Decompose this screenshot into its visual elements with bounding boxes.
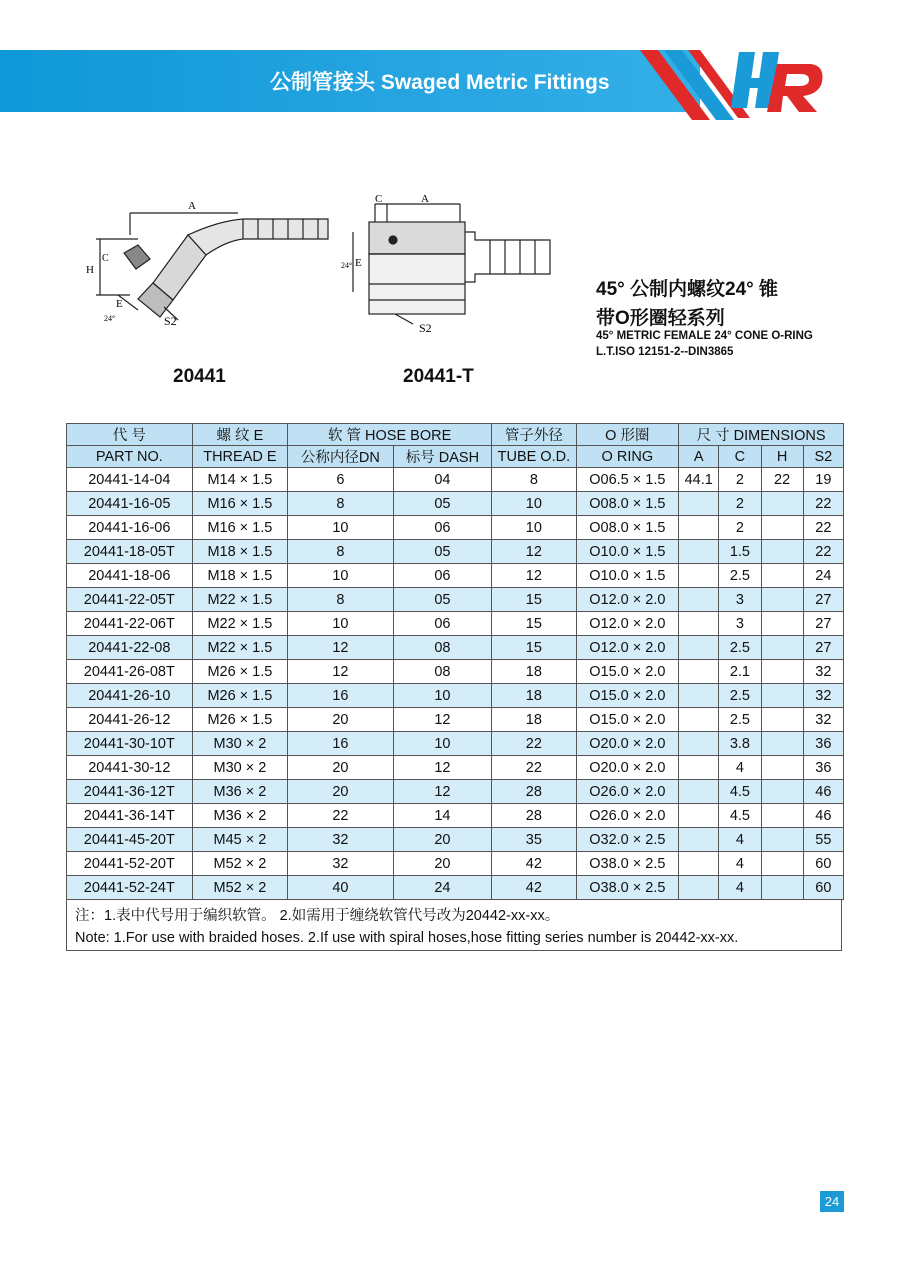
cell-h — [761, 588, 803, 612]
dim-h-label: H — [86, 264, 94, 276]
cell-part-no: 20441-30-10T — [67, 732, 193, 756]
cell-thread: M22 × 1.5 — [192, 636, 287, 660]
cell-s2: 36 — [803, 756, 843, 780]
cell-dash: 05 — [393, 492, 492, 516]
cell-thread: M18 × 1.5 — [192, 564, 287, 588]
cell-tube-od: 18 — [492, 684, 576, 708]
cell-thread: M22 × 1.5 — [192, 612, 287, 636]
cell-a — [679, 660, 719, 684]
cell-dash: 24 — [393, 876, 492, 900]
cell-c: 2.5 — [719, 636, 761, 660]
cell-dash: 05 — [393, 588, 492, 612]
cell-c: 3 — [719, 612, 761, 636]
cell-part-no: 20441-22-08 — [67, 636, 193, 660]
cell-thread: M18 × 1.5 — [192, 540, 287, 564]
dim-e-label: E — [116, 298, 123, 310]
cell-c: 2 — [719, 516, 761, 540]
cell-thread: M45 × 2 — [192, 828, 287, 852]
cell-thread: M16 × 1.5 — [192, 492, 287, 516]
cell-thread: M26 × 1.5 — [192, 684, 287, 708]
col-part-no: PART NO. — [67, 446, 193, 468]
cell-tube-od: 18 — [492, 708, 576, 732]
cell-s2: 32 — [803, 660, 843, 684]
cell-a — [679, 708, 719, 732]
cell-tube-od: 28 — [492, 804, 576, 828]
cell-thread: M52 × 2 — [192, 876, 287, 900]
cell-a — [679, 780, 719, 804]
cell-s2: 22 — [803, 540, 843, 564]
cell-dash: 10 — [393, 684, 492, 708]
cell-dn: 6 — [288, 468, 394, 492]
cell-h — [761, 876, 803, 900]
cell-s2: 32 — [803, 708, 843, 732]
cell-dn: 20 — [288, 780, 394, 804]
cell-tube-od: 22 — [492, 756, 576, 780]
cell-dn: 40 — [288, 876, 394, 900]
cell-h — [761, 804, 803, 828]
cell-o-ring: O10.0 × 1.5 — [576, 564, 679, 588]
dim-a-label-t: A — [421, 193, 429, 205]
cell-h: 22 — [761, 468, 803, 492]
cell-dash: 06 — [393, 564, 492, 588]
table-row — [67, 516, 844, 540]
cell-dash: 12 — [393, 708, 492, 732]
cell-dash: 12 — [393, 756, 492, 780]
table-row — [67, 636, 844, 660]
cell-h — [761, 516, 803, 540]
cell-part-no: 20441-26-08T — [67, 660, 193, 684]
table-row — [67, 684, 844, 708]
cell-o-ring: O06.5 × 1.5 — [576, 468, 679, 492]
cell-h — [761, 636, 803, 660]
cell-s2: 27 — [803, 588, 843, 612]
cell-thread: M26 × 1.5 — [192, 708, 287, 732]
cell-thread: M16 × 1.5 — [192, 516, 287, 540]
table-header-row-1 — [67, 424, 844, 446]
cell-part-no: 20441-26-12 — [67, 708, 193, 732]
cell-a — [679, 756, 719, 780]
col-tube-cn: 管子外径 — [492, 424, 576, 446]
cell-c: 2.5 — [719, 684, 761, 708]
cell-part-no: 20441-16-05 — [67, 492, 193, 516]
cell-tube-od: 12 — [492, 564, 576, 588]
cell-s2: 24 — [803, 564, 843, 588]
page-number: 24 — [820, 1191, 844, 1212]
table-row — [67, 732, 844, 756]
cell-part-no: 20441-36-14T — [67, 804, 193, 828]
dim-a-label: A — [188, 200, 196, 212]
cell-h — [761, 492, 803, 516]
product-title-cn-1: 45° 公制内螺纹24° 锥 — [596, 279, 779, 300]
cell-s2: 19 — [803, 468, 843, 492]
cell-dn: 10 — [288, 612, 394, 636]
notes-box — [66, 899, 842, 951]
cell-c: 4.5 — [719, 804, 761, 828]
cell-h — [761, 564, 803, 588]
cell-o-ring: O12.0 × 2.0 — [576, 636, 679, 660]
cell-tube-od: 15 — [492, 588, 576, 612]
cell-a — [679, 852, 719, 876]
cell-o-ring: O10.0 × 1.5 — [576, 540, 679, 564]
cell-tube-od: 42 — [492, 852, 576, 876]
cell-a — [679, 492, 719, 516]
cell-s2: 60 — [803, 876, 843, 900]
cell-part-no: 20441-30-12 — [67, 756, 193, 780]
table-header-row-2 — [67, 446, 844, 468]
cell-c: 2.1 — [719, 660, 761, 684]
note-cn: 注：1.表中代号用于编织软管。 2.如需用于缠绕软管代号改为20442-xx-xx。 — [75, 908, 560, 924]
cell-c: 4.5 — [719, 780, 761, 804]
cell-thread: M52 × 2 — [192, 852, 287, 876]
cell-dn: 8 — [288, 540, 394, 564]
cell-thread: M36 × 2 — [192, 804, 287, 828]
cell-thread: M26 × 1.5 — [192, 660, 287, 684]
cell-tube-od: 18 — [492, 660, 576, 684]
cell-dn: 20 — [288, 756, 394, 780]
dim-e-label-t: E — [355, 257, 362, 269]
cell-o-ring: O12.0 × 2.0 — [576, 612, 679, 636]
col-thread-e: THREAD E — [192, 446, 287, 468]
cell-c: 2.5 — [719, 564, 761, 588]
cell-o-ring: O15.0 × 2.0 — [576, 684, 679, 708]
cell-tube-od: 10 — [492, 516, 576, 540]
cell-a — [679, 684, 719, 708]
cell-a — [679, 540, 719, 564]
part-label-20441-t: 20441-T — [403, 366, 474, 387]
cell-c: 4 — [719, 876, 761, 900]
cell-c: 1.5 — [719, 540, 761, 564]
cell-thread: M14 × 1.5 — [192, 468, 287, 492]
col-h: H — [761, 446, 803, 468]
cell-tube-od: 42 — [492, 876, 576, 900]
cell-dn: 10 — [288, 564, 394, 588]
cell-s2: 60 — [803, 852, 843, 876]
cell-s2: 27 — [803, 636, 843, 660]
col-tube-od: TUBE O.D. — [492, 446, 576, 468]
cell-s2: 46 — [803, 780, 843, 804]
cell-part-no: 20441-22-06T — [67, 612, 193, 636]
spec-table-body — [67, 468, 844, 900]
cell-a — [679, 612, 719, 636]
cell-part-no: 20441-26-10 — [67, 684, 193, 708]
cell-thread: M22 × 1.5 — [192, 588, 287, 612]
drawing-20441-t — [335, 192, 560, 337]
col-c: C — [719, 446, 761, 468]
cell-h — [761, 660, 803, 684]
cell-tube-od: 15 — [492, 612, 576, 636]
cell-dn: 12 — [288, 660, 394, 684]
col-dash: 标号 DASH — [393, 446, 492, 468]
cell-a: 44.1 — [679, 468, 719, 492]
table-row — [67, 660, 844, 684]
cell-tube-od: 10 — [492, 492, 576, 516]
cell-tube-od: 28 — [492, 780, 576, 804]
cell-h — [761, 852, 803, 876]
cell-h — [761, 540, 803, 564]
col-thread-cn: 螺 纹 E — [192, 424, 287, 446]
cell-o-ring: O32.0 × 2.5 — [576, 828, 679, 852]
table-row — [67, 876, 844, 900]
table-row — [67, 804, 844, 828]
table-row — [67, 540, 844, 564]
cell-thread: M36 × 2 — [192, 780, 287, 804]
cell-dn: 16 — [288, 732, 394, 756]
cell-dash: 08 — [393, 660, 492, 684]
cell-dn: 20 — [288, 708, 394, 732]
cell-dash: 05 — [393, 540, 492, 564]
cell-a — [679, 516, 719, 540]
dim-s2-label-t: S2 — [419, 321, 432, 335]
cell-o-ring: O26.0 × 2.0 — [576, 804, 679, 828]
hr-logo — [725, 44, 830, 116]
cell-part-no: 20441-16-06 — [67, 516, 193, 540]
cell-tube-od: 8 — [492, 468, 576, 492]
cell-dn: 10 — [288, 516, 394, 540]
dim-c-label-t: C — [375, 193, 383, 205]
cell-dn: 12 — [288, 636, 394, 660]
cell-s2: 55 — [803, 828, 843, 852]
product-standard: L.T.ISO 12151-2--DIN3865 — [596, 346, 734, 358]
cell-o-ring: O20.0 × 2.0 — [576, 756, 679, 780]
table-row — [67, 612, 844, 636]
cell-a — [679, 804, 719, 828]
cell-h — [761, 612, 803, 636]
drawing-20441 — [78, 195, 338, 335]
cell-c: 3 — [719, 588, 761, 612]
cell-o-ring: O08.0 × 1.5 — [576, 516, 679, 540]
cell-o-ring: O15.0 × 2.0 — [576, 660, 679, 684]
cell-o-ring: O38.0 × 2.5 — [576, 852, 679, 876]
table-row — [67, 564, 844, 588]
cell-c: 3.8 — [719, 732, 761, 756]
cell-a — [679, 732, 719, 756]
dim-s2-label: S2 — [164, 314, 177, 328]
cell-thread: M30 × 2 — [192, 756, 287, 780]
cell-o-ring: O08.0 × 1.5 — [576, 492, 679, 516]
cell-part-no: 20441-52-20T — [67, 852, 193, 876]
part-label-20441: 20441 — [173, 366, 226, 387]
table-row — [67, 708, 844, 732]
cell-dn: 16 — [288, 684, 394, 708]
col-s2: S2 — [803, 446, 843, 468]
table-row — [67, 852, 844, 876]
cell-s2: 27 — [803, 612, 843, 636]
col-dimensions: 尺 寸 DIMENSIONS — [679, 424, 844, 446]
product-title-cn-2: 带O形圈轻系列 — [596, 308, 725, 329]
cell-tube-od: 12 — [492, 540, 576, 564]
cell-dash: 04 — [393, 468, 492, 492]
col-a: A — [679, 446, 719, 468]
cell-dash: 20 — [393, 852, 492, 876]
note-en: Note: 1.For use with braided hoses. 2.If use with spiral hoses,hose fitting series number is 20442-xx-xx. — [75, 930, 739, 946]
cell-dash: 20 — [393, 828, 492, 852]
spec-table — [66, 423, 844, 900]
cell-part-no: 20441-18-06 — [67, 564, 193, 588]
cell-h — [761, 780, 803, 804]
table-row — [67, 492, 844, 516]
cell-a — [679, 636, 719, 660]
cell-s2: 32 — [803, 684, 843, 708]
cell-dn: 8 — [288, 492, 394, 516]
cell-a — [679, 876, 719, 900]
cell-h — [761, 684, 803, 708]
col-part-cn: 代 号 — [67, 424, 193, 446]
product-title-en: 45° METRIC FEMALE 24° CONE O-RING — [596, 330, 813, 342]
cell-dash: 14 — [393, 804, 492, 828]
cell-dn: 32 — [288, 852, 394, 876]
header-banner — [0, 50, 700, 112]
cell-dash: 06 — [393, 516, 492, 540]
cell-c: 4 — [719, 828, 761, 852]
cell-s2: 46 — [803, 804, 843, 828]
table-row — [67, 468, 844, 492]
cell-a — [679, 828, 719, 852]
cell-s2: 22 — [803, 516, 843, 540]
cell-a — [679, 588, 719, 612]
cell-o-ring: O20.0 × 2.0 — [576, 732, 679, 756]
cell-h — [761, 828, 803, 852]
cell-part-no: 20441-36-12T — [67, 780, 193, 804]
cell-c: 2 — [719, 492, 761, 516]
cell-s2: 36 — [803, 732, 843, 756]
cell-part-no: 20441-52-24T — [67, 876, 193, 900]
dim-c-label: C — [102, 253, 109, 264]
col-oring-cn: O 形圈 — [576, 424, 679, 446]
cell-c: 4 — [719, 756, 761, 780]
cell-a — [679, 564, 719, 588]
dim-angle-label: 24° — [104, 314, 116, 323]
col-dn: 公称内径DN — [288, 446, 394, 468]
table-row — [67, 756, 844, 780]
cell-o-ring: O12.0 × 2.0 — [576, 588, 679, 612]
cell-o-ring: O15.0 × 2.0 — [576, 708, 679, 732]
cell-dn: 8 — [288, 588, 394, 612]
cell-h — [761, 708, 803, 732]
table-row — [67, 588, 844, 612]
cell-o-ring: O26.0 × 2.0 — [576, 780, 679, 804]
cell-h — [761, 732, 803, 756]
cell-c: 2.5 — [719, 708, 761, 732]
cell-dn: 22 — [288, 804, 394, 828]
cell-dash: 12 — [393, 780, 492, 804]
cell-tube-od: 22 — [492, 732, 576, 756]
cell-part-no: 20441-14-04 — [67, 468, 193, 492]
cell-dash: 10 — [393, 732, 492, 756]
cell-o-ring: O38.0 × 2.5 — [576, 876, 679, 900]
cell-dn: 32 — [288, 828, 394, 852]
cell-part-no: 20441-45-20T — [67, 828, 193, 852]
cell-dash: 06 — [393, 612, 492, 636]
table-row — [67, 780, 844, 804]
cell-h — [761, 756, 803, 780]
cell-part-no: 20441-22-05T — [67, 588, 193, 612]
cell-s2: 22 — [803, 492, 843, 516]
col-hose-bore: 软 管 HOSE BORE — [288, 424, 492, 446]
cell-thread: M30 × 2 — [192, 732, 287, 756]
cell-dash: 08 — [393, 636, 492, 660]
header-title: 公制管接头 Swaged Metric Fittings — [270, 71, 610, 94]
table-row — [67, 828, 844, 852]
cell-tube-od: 35 — [492, 828, 576, 852]
col-o-ring: O RING — [576, 446, 679, 468]
cell-c: 2 — [719, 468, 761, 492]
cell-tube-od: 15 — [492, 636, 576, 660]
cell-c: 4 — [719, 852, 761, 876]
cell-part-no: 20441-18-05T — [67, 540, 193, 564]
dim-angle-label-t: 24° — [341, 261, 353, 270]
